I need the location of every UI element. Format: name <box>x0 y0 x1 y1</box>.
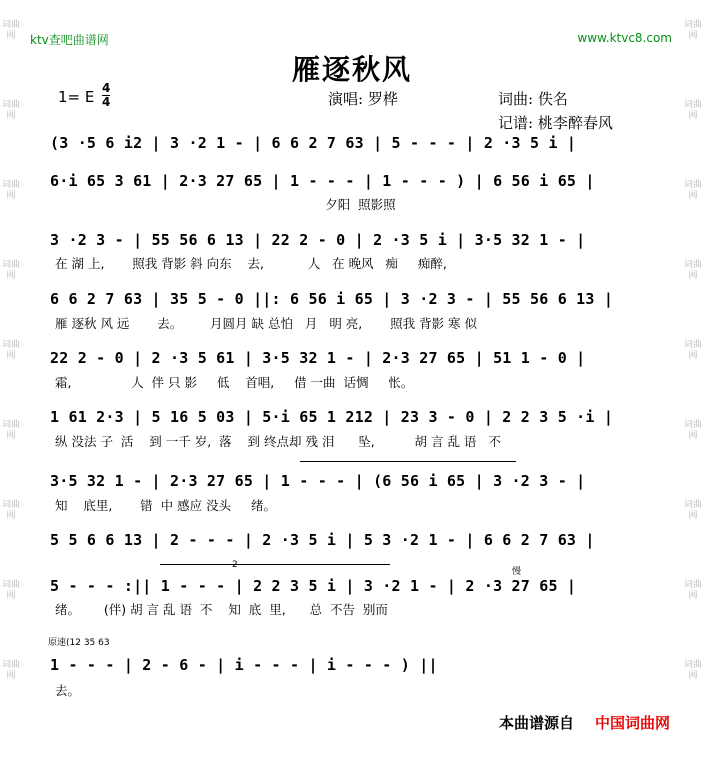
time-signature-top: 4 <box>102 81 111 95</box>
watermark: 词曲网 <box>684 180 703 201</box>
lyric-line-2: 夕阳 照影照 <box>55 197 396 212</box>
left-watermark-column <box>0 0 22 761</box>
volta-bracket <box>160 564 390 565</box>
watermark: 词曲网 <box>684 420 703 441</box>
credit-site: 中国词曲网 <box>594 714 670 732</box>
watermark: 词曲网 <box>2 420 21 441</box>
time-signature <box>102 82 110 109</box>
lyric-line-10: 去。 <box>55 683 81 698</box>
watermark: 词曲网 <box>2 340 21 361</box>
key-signature: 1= E <box>58 88 95 106</box>
watermark: 词曲网 <box>684 580 703 601</box>
watermark: 词曲网 <box>684 660 703 681</box>
score-line-3: 3 ·2 3 - | 55 56 6 13 | 22 2 - 0 | 2 ·3 5 i | 3·5 32 1 - | <box>50 231 586 249</box>
score-line-4: 6 6 2 7 63 | 35 5 - 0 ||: 6 56 i 65 | 3 ·2 3 - | 55 56 6 13 | <box>50 290 614 308</box>
lyric-line-6: 纵 没法 子 活 到 一千 岁, 落 到 终点却 残 泪 坠, 胡 言 乱 语 不 <box>55 434 501 449</box>
score-line-10: 1 - - - | 2 - 6 - | i - - - | i - - - ) || <box>50 656 438 674</box>
site-name-left: ktv查吧曲谱网 <box>30 33 109 47</box>
score-line-7: 3·5 32 1 - | 2·3 27 65 | 1 - - - | (6 56 i 65 | 3 ·2 3 - | <box>50 472 586 490</box>
lyric-line-7: 知 底里, 错 中 感应 没头 绪。 <box>55 498 276 513</box>
score-line-2: 6·i 65 3 61 | 2·3 27 65 | 1 - - - | 1 - - - ) | 6 56 i 65 | <box>50 172 595 190</box>
lyric-line-9: 绪。 (伴) 胡 言 乱 语 不 知 底 里, 总 不告 别而 <box>55 602 388 617</box>
watermark: 词曲网 <box>2 100 21 121</box>
score-line-1: (3 ·5 6 i2 | 3 ·2 1 - | 6 6 2 7 63 | 5 - - - | 2 ·3 5 i | <box>50 134 577 152</box>
tempo-marking: 原速(12 35 63 <box>48 638 110 648</box>
credit-prefix: 本曲谱源自 <box>498 714 574 732</box>
voice-mark: 慢 <box>512 567 522 577</box>
watermark: 词曲网 <box>684 340 703 361</box>
score-line-9: 5 - - - :|| 1 - - - | 2 2 3 5 i | 3 ·2 1 - | 2 ·3 27 65 | <box>50 577 577 595</box>
watermark: 词曲网 <box>2 180 21 201</box>
lyric-line-4: 雁 逐秋 风 远 去。 月圆月 缺 总怕 月 明 亮, 照我 背影 寒 似 <box>55 316 478 331</box>
watermark: 词曲网 <box>684 260 703 281</box>
notator: 记谱: 桃李醉春风 <box>498 114 613 132</box>
watermark: 词曲网 <box>2 260 21 281</box>
right-watermark-column <box>682 0 704 761</box>
volta-2-label: 2 <box>232 560 238 570</box>
score-line-6: 1 61 2·3 | 5 16 5 03 | 5·i 65 1 212 | 23 3 - 0 | 2 2 3 5 ·i | <box>50 408 614 426</box>
watermark: 词曲网 <box>684 500 703 521</box>
score-line-5: 22 2 - 0 | 2 ·3 5 61 | 3·5 32 1 - | 2·3 27 65 | 51 1 - 0 | <box>50 349 586 367</box>
lyricist-composer: 词曲: 佚名 <box>498 90 568 108</box>
watermark: 词曲网 <box>684 100 703 121</box>
time-signature-bottom: 4 <box>102 95 111 109</box>
score-line-8: 5 5 6 6 13 | 2 - - - | 2 ·3 5 i | 5 3 ·2 1 - | 6 6 2 7 63 | <box>50 531 595 549</box>
phrase-tie-line <box>300 461 516 462</box>
watermark: 词曲网 <box>2 660 21 681</box>
site-url-right: www.ktvc8.com <box>577 31 672 45</box>
lyric-line-5: 霜, 人 伴 只 影 低 首唱, 借 一曲 话惆 怅。 <box>55 375 414 390</box>
watermark: 词曲网 <box>2 500 21 521</box>
lyric-line-3: 在 湖 上, 照我 背影 斜 向东 去, 人 在 晚风 痴 痴醉, <box>55 256 447 271</box>
singer: 演唱: 罗桦 <box>328 90 398 108</box>
watermark: 词曲网 <box>2 20 21 41</box>
song-title: 雁逐秋风 <box>291 53 412 86</box>
watermark: 词曲网 <box>684 20 703 41</box>
watermark: 词曲网 <box>2 580 21 601</box>
